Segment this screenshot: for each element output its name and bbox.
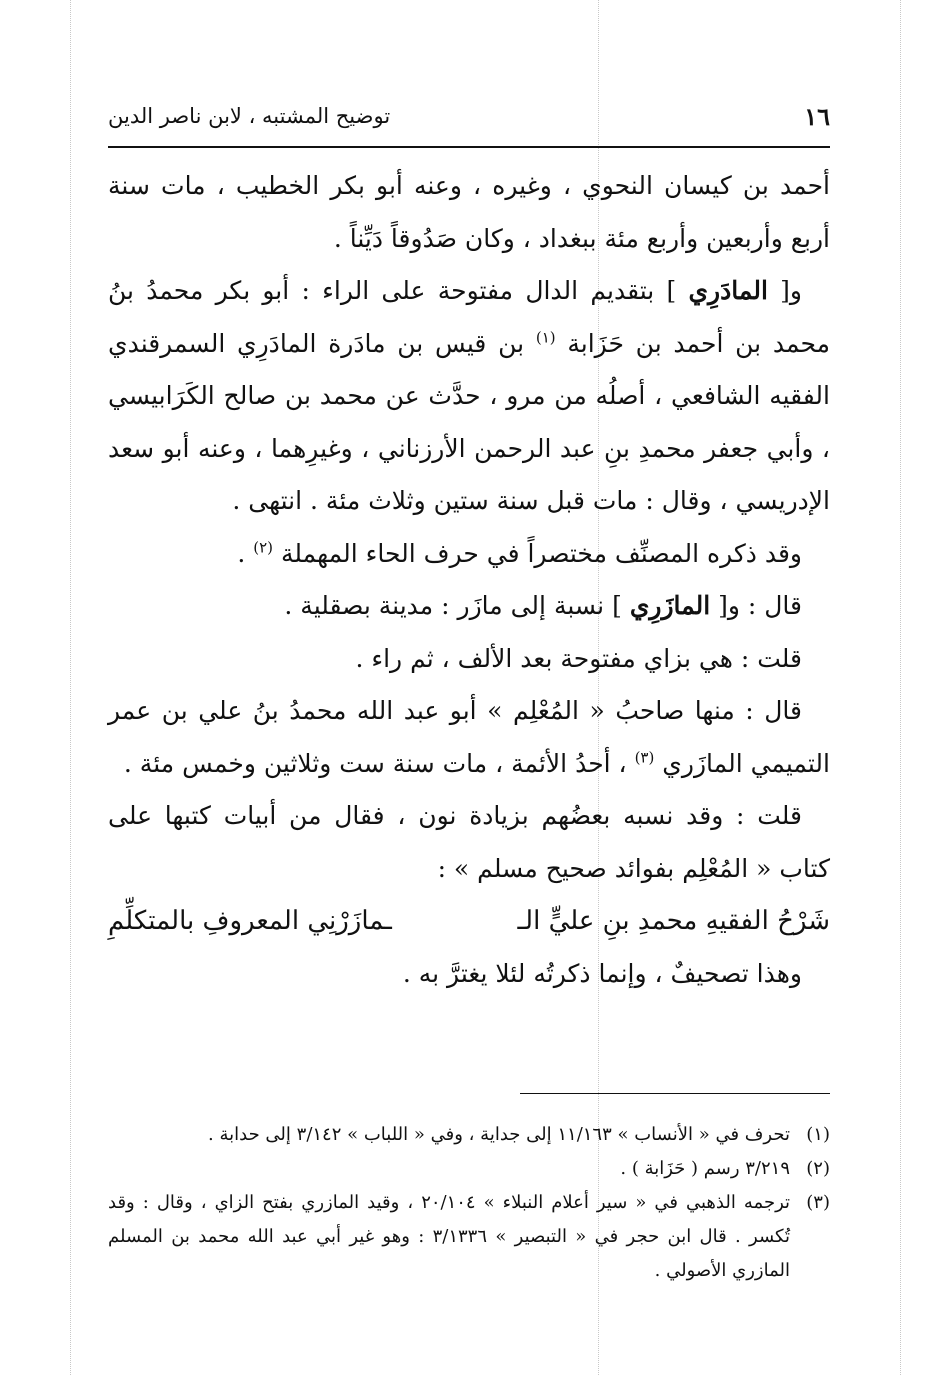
scan-artifact-line [900, 0, 901, 1375]
poem-first-hemistich: شَرْحُ الفقيهِ محمدِ بنِ عليٍّ الـ [517, 906, 830, 936]
poem-second-hemistich: ـمازَرْنِي المعروفِ بالمتكلِّمِ [108, 906, 392, 936]
running-title: توضيح المشتبه ، لابن ناصر الدين [108, 104, 391, 128]
footnote-number: (٢) [806, 1158, 830, 1179]
footnote-text: تحرف في « الأنساب » ١١/١٦٣ إلى جداية ، وفي « اللباب » ٣/١٤٢ إلى حدابة . [208, 1124, 790, 1145]
footnote-number: (١) [806, 1124, 830, 1145]
paragraph: قلت : وقد نسبه بعضُهم بزيادة نون ، فقال من أبيات كتبها على كتاب « المُعْلِم بفوائد صحيح مسلم » : [108, 801, 830, 883]
footnote-text: ترجمه الذهبي في « سير أعلام النبلاء » ٢٠/١٠٤ ، وقيد المازري بفتح الزاي ، وقال : وقد تُكسر . قال ابن حجر في « التبصير » ٣/١٣٣٦ : وهو غير أبي عبد الله محمد بن المسلم المازري الأصولي . [108, 1192, 791, 1281]
paragraph: أحمد بن كيسان النحوي ، وغيره ، وعنه أبو بكر الخطيب ، مات سنة أربع وأربعين وأربع مئة ببغداد ، وكان صَدُوقاً دَيِّناً . [108, 171, 830, 253]
header-rule [108, 146, 830, 148]
footnote-marker: (٣) [634, 748, 655, 767]
page-header [108, 100, 830, 146]
footnote-marker: (٢) [253, 538, 274, 557]
entry-term: المادَرِي [688, 276, 768, 305]
footnote [108, 1186, 830, 1288]
footnote-text: ٣/٢١٩ رسم ( حَزَابة ) . [620, 1158, 790, 1179]
paragraph: قال : منها صاحبُ « المُعْلِم » أبو عبد الله محمدُ بنُ علي بن عمر التميمي المازَري $^{(٣)}$ ، أحدُ الأئمة ، مات سنة ست وثلاثين وخمس مئة . [108, 696, 830, 778]
entry-term: المازَرِي [629, 591, 711, 620]
paragraph: وهذا تصحيفٌ ، وإنما ذكرتُه لئلا يغترَّ به . [402, 958, 802, 988]
main-text [108, 160, 830, 1000]
paragraph: و[ المادَرِي ] بتقديم الدال مفتوحة على الراء : أبو بكر محمدُ بنُ محمد بن أحمد بن حَزَابة $^{(١)}$ بن قيس بن مادَرة المادَرِي السمرقندي الفقيه الشافعي ، أصلُه من مرو ، حدَّث عن محمد بن صالح الكَرَابيسي ، وأبي جعفر محمدِ بنِ عبد الرحمن الأرزناني ، وغيرِهما ، وعنه أبو سعد الإدريسي ، وقال : مات قبل سنة ستين وثلاث مئة . انتهى . [108, 276, 830, 515]
footnotes [108, 1118, 830, 1288]
paragraph: وقد ذكره المصنِّف مختصراً في حرف الحاء المهملة $^{(٢)}$ . [237, 538, 802, 568]
footnote-separator [520, 1093, 830, 1094]
paragraph: قال : و[ المازَرِي ] نسبة إلى مازَر : مدينة بصقلية . [284, 591, 802, 620]
footnote-number: (٣) [806, 1192, 830, 1213]
scan-artifact-line [70, 0, 71, 1375]
paragraph: قلت : هي بزاي مفتوحة بعد الألف ، ثم راء . [355, 643, 802, 673]
footnote [108, 1118, 830, 1152]
footnote-marker: (١) [535, 328, 556, 347]
footnote [108, 1152, 830, 1186]
page-number: ١٦ [804, 102, 830, 131]
poem-verse [108, 895, 830, 948]
